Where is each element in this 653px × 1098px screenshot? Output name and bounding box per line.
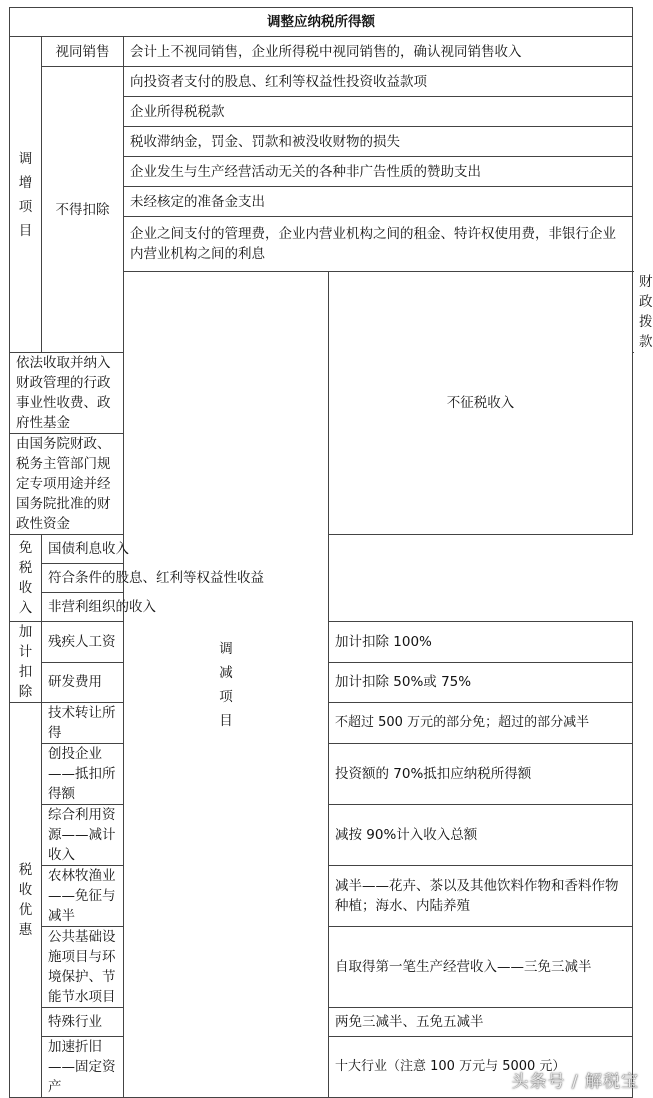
table-title: 调整应纳税所得额 <box>10 8 633 37</box>
non-deductible-item: 税收滞纳金，罚金、罚款和被没收财物的损失 <box>124 127 633 157</box>
extra-deduction-detail: 加计扣除 100% <box>329 622 633 663</box>
preferential-detail: 减半——花卉、茶以及其他饮料作物和香料作物种植；海水、内陆养殖 <box>329 866 633 927</box>
tax-adjustment-table <box>9 7 653 1098</box>
preferential-item: 创投企业——抵扣所得额 <box>42 744 124 805</box>
table-row <box>10 37 633 67</box>
preferential-item: 技术转让所得 <box>42 703 124 744</box>
non-taxable-item: 由国务院财政、税务主管部门规定专项用途并经国务院批准的财政性资金 <box>10 434 124 535</box>
preferential-item: 加速折旧——固定资产 <box>42 1037 124 1098</box>
exempt-income-item: 国债利息收入 <box>42 535 329 564</box>
table-row <box>10 67 633 97</box>
exempt-income-item: 符合条件的股息、红利等权益性收益 <box>42 564 329 593</box>
exempt-income-label: 免税收入 <box>10 535 42 622</box>
extra-deduction-item: 研发费用 <box>42 662 124 703</box>
watermark: 头条号 / 解税宝 <box>511 1072 639 1092</box>
non-deductible-item: 企业之间支付的管理费，企业内营业机构之间的租金、特许权使用费，非银行企业内营业机构之间的利息 <box>124 217 633 272</box>
extra-deduction-detail: 加计扣除 50%或 75% <box>329 662 633 703</box>
preferential-detail: 十大行业（注意 100 万元与 5000 元） <box>329 1037 633 1098</box>
table-row: 调减项目 不征税收入 财政拨款 <box>10 272 633 353</box>
table-title-row <box>10 8 633 37</box>
non-taxable-item: 依法收取并纳入财政管理的行政事业性收费、政府性基金 <box>10 353 124 434</box>
table-row <box>10 593 633 622</box>
decrease-group-label: 调减项目 <box>124 272 329 1098</box>
preferential-detail: 不超过 500 万元的部分免；超过的部分减半 <box>329 703 633 744</box>
exempt-income-item: 非营利组织的收入 <box>42 593 329 622</box>
deemed-sales-label: 视同销售 <box>42 37 124 67</box>
extra-deduction-label: 加计扣除 <box>10 622 42 703</box>
preferential-label: 税收优惠 <box>10 703 42 1098</box>
non-deductible-label: 不得扣除 <box>42 67 124 353</box>
non-deductible-item: 未经核定的准备金支出 <box>124 187 633 217</box>
preferential-detail: 自取得第一笔生产经营收入——三免三减半 <box>329 927 633 1008</box>
preferential-detail: 两免三减半、五免五减半 <box>329 1008 633 1037</box>
preferential-item: 特殊行业 <box>42 1008 124 1037</box>
non-deductible-item: 向投资者支付的股息、红利等权益性投资收益款项 <box>124 67 633 97</box>
deemed-sales-item: 会计上不视同销售，企业所得税中视同销售的，确认视同销售收入 <box>124 37 633 67</box>
preferential-detail: 减按 90%计入收入总额 <box>329 805 633 866</box>
preferential-item: 公共基础设施项目与环境保护、节能节水项目 <box>42 927 124 1008</box>
table-row <box>10 564 633 593</box>
extra-deduction-item: 残疾人工资 <box>42 622 124 663</box>
non-deductible-item: 企业发生与生产经营活动无关的各种非广告性质的赞助支出 <box>124 157 633 187</box>
preferential-detail: 投资额的 70%抵扣应纳税所得额 <box>329 744 633 805</box>
table-row <box>10 535 633 564</box>
non-deductible-item: 企业所得税税款 <box>124 97 633 127</box>
preferential-item: 农林牧渔业——免征与减半 <box>42 866 124 927</box>
non-taxable-label: 不征税收入 <box>329 272 633 535</box>
preferential-item: 综合利用资源——减计收入 <box>42 805 124 866</box>
increase-group-label: 调增项目 <box>10 37 42 353</box>
